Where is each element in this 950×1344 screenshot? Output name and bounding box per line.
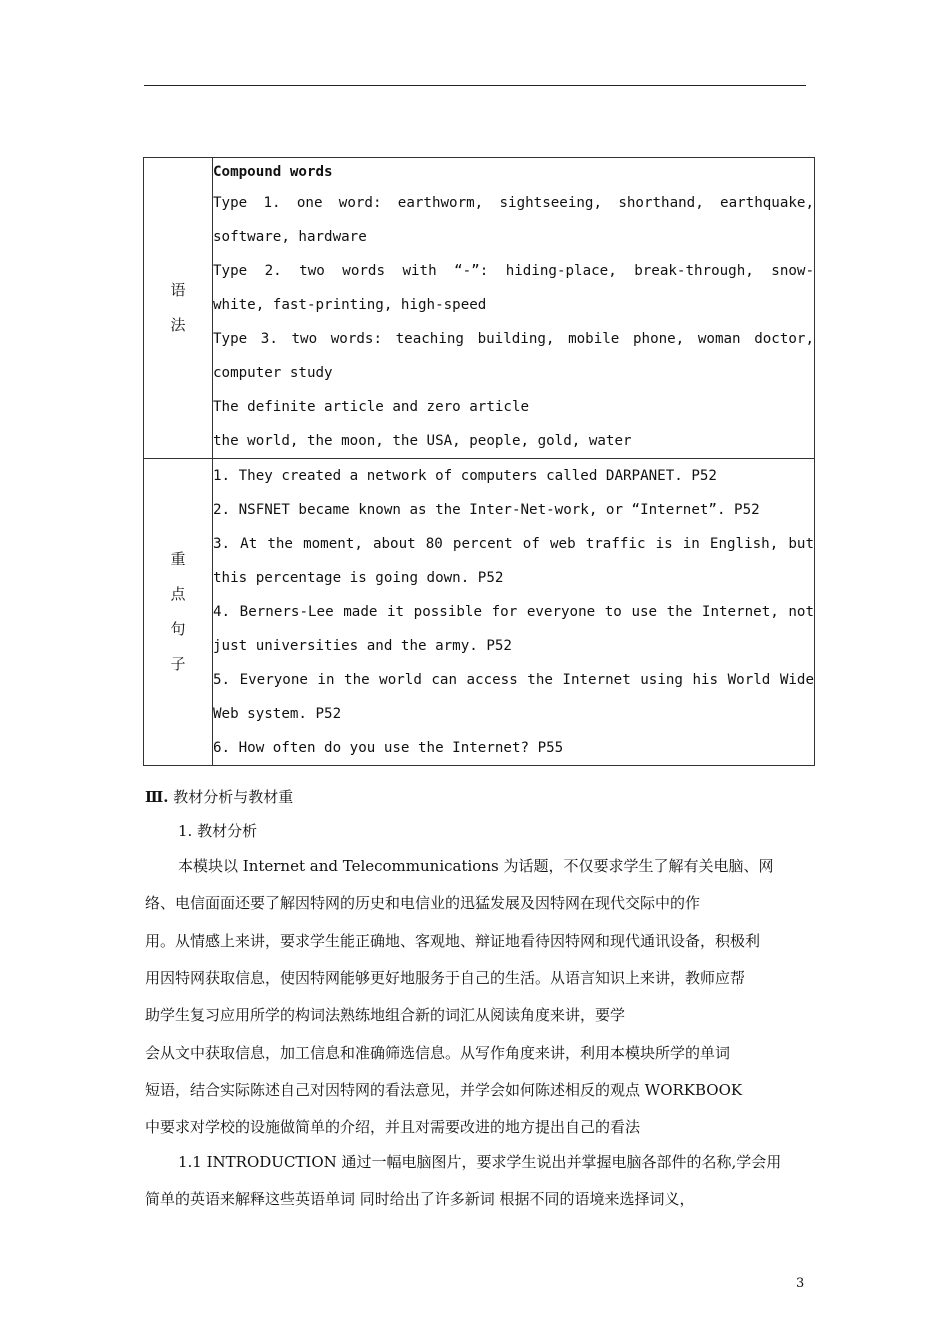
subsection-title: 1. 教材分析	[178, 822, 258, 840]
grammar-heading: Compound words	[213, 164, 333, 180]
paragraph-line: 简单的英语来解释这些英语单词 同时给出了许多新词 根据不同的语境来选择词义，	[145, 1190, 695, 1208]
sentence-line: Web system. P52	[213, 706, 342, 722]
summary-table	[143, 157, 815, 766]
grammar-line: computer study	[213, 365, 333, 381]
sentence-line: 6. How often do you use the Internet? P55	[213, 740, 564, 756]
grammar-line: Type 1. one word: earthworm, sightseeing, shorthand, earthquake,	[213, 195, 814, 211]
grammar-line: the world, the moon, the USA, people, gold, water	[213, 433, 632, 449]
grammar-row	[144, 158, 815, 459]
sentences-row	[144, 459, 815, 766]
section-numeral: Ⅲ.	[145, 788, 169, 806]
paragraph-line: 络、电信面面还要了解因特网的历史和电信业的迅猛发展及因特网在现代交际中的作	[145, 894, 701, 912]
section-title-text: 教材分析与教材重	[173, 788, 294, 806]
grammar-label: 语 法	[144, 158, 213, 459]
sentence-line: just universities and the army. P52	[213, 638, 512, 654]
grammar-line: software, hardware	[213, 229, 367, 245]
sentences-label: 重 点 句 子	[144, 459, 213, 766]
sentence-line: 1. They created a network of computers called DARPANET. P52	[213, 468, 717, 484]
paragraph-line: 短语，结合实际陈述自己对因特网的看法意见，并学会如何陈述相反的观点 WORKBOOK	[145, 1081, 743, 1099]
section-title	[145, 786, 293, 807]
paragraph-line: 助学生复习应用所学的构词法熟练地组合新的词汇从阅读角度来讲，要学	[145, 1006, 626, 1024]
sentence-line: 4. Berners-Lee made it possible for everyone to use the Internet, not	[213, 604, 814, 620]
sentence-line: 3. At the moment, about 80 percent of web traffic is in English, but	[213, 536, 814, 552]
grammar-content	[213, 158, 815, 459]
paragraph-line: 会从文中获取信息，加工信息和准确筛选信息。从写作角度来讲，利用本模块所学的单词	[145, 1044, 731, 1062]
grammar-line: white, fast-printing, high-speed	[213, 297, 487, 313]
header-rule	[144, 85, 806, 86]
paragraph-line: 用。从情感上来讲，要求学生能正确地、客观地、辩证地看待因特网和现代通讯设备，积极利	[145, 932, 761, 950]
grammar-line: Type 2. two words with “-”: hiding-place, break-through, snow-	[213, 263, 814, 279]
paragraph-line: 本模块以 Internet and Telecommunications 为话题，不仅要求学生了解有关电脑、网	[178, 857, 774, 875]
sentence-line: this percentage is going down. P52	[213, 570, 504, 586]
grammar-line: The definite article and zero article	[213, 399, 530, 415]
sentence-line: 5. Everyone in the world can access the Internet using his World Wide	[213, 672, 814, 688]
paragraph-line: 用因特网获取信息，使因特网能够更好地服务于自己的生活。从语言知识上来讲，教师应帮	[145, 969, 746, 987]
paragraph-line: 中要求对学校的设施做简单的介绍，并且对需要改进的地方提出自己的看法	[145, 1118, 641, 1136]
sentences-content	[213, 459, 815, 766]
sentence-line: 2. NSFNET became known as the Inter-Net-work, or “Internet”. P52	[213, 502, 760, 518]
grammar-line: Type 3. two words: teaching building, mobile phone, woman doctor,	[213, 331, 814, 347]
paragraph-line: 1.1 INTRODUCTION 通过一幅电脑图片，要求学生说出并掌握电脑各部件的名称,学会用	[178, 1153, 782, 1171]
page-number: 3	[796, 1276, 805, 1291]
